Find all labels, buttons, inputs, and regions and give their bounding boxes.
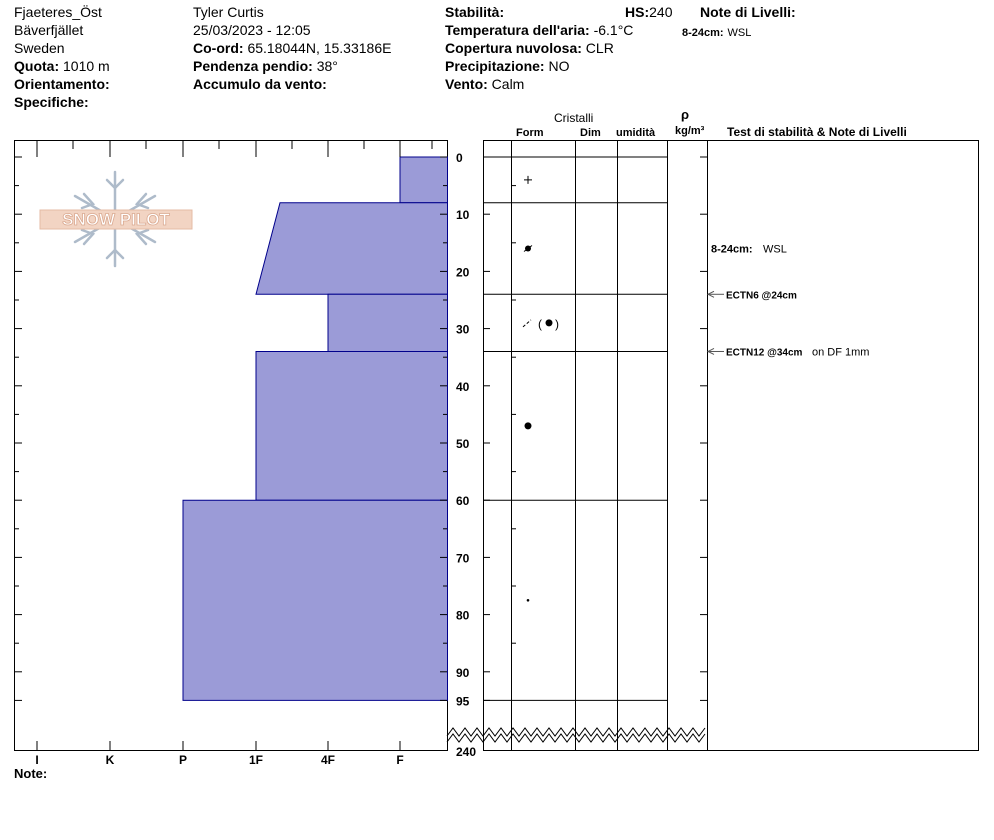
depth-tick-label-7: 70 bbox=[456, 551, 470, 566]
hardness-tick-label-0: I bbox=[35, 753, 39, 767]
elevation-value: 1010 m bbox=[63, 58, 110, 74]
hardness-tick-label-4: 4F bbox=[320, 753, 336, 767]
depth-tick-label-6: 60 bbox=[456, 494, 470, 509]
depth-tick-label-2: 20 bbox=[456, 265, 470, 280]
depth-tick-label-8: 80 bbox=[456, 608, 470, 623]
layer-note-range-label: 8-24cm: bbox=[711, 243, 753, 256]
hardness-tick-label-1: K bbox=[105, 753, 115, 767]
tests-header: Test di stabilità & Note di Livelli bbox=[727, 125, 907, 139]
elevation-label: Quota: bbox=[14, 58, 60, 74]
air-temp-label: Temperatura dell'aria: bbox=[445, 22, 590, 38]
coords-label: Co-ord: bbox=[193, 40, 244, 56]
slope-value: 38° bbox=[316, 58, 338, 74]
hardness-tick-label-3: 1F bbox=[248, 753, 264, 767]
layer-note-range: 8-24cm: bbox=[682, 27, 724, 39]
precip-value: NO bbox=[548, 58, 570, 74]
depth-tick-label-0: 0 bbox=[456, 151, 463, 165]
crystals-header: Cristalli bbox=[554, 111, 594, 125]
crystals-table bbox=[484, 140, 979, 751]
location-name: Fjaeteres_Öst bbox=[14, 4, 102, 20]
observer-name: Tyler Curtis bbox=[193, 4, 264, 20]
hardness-layer-3 bbox=[256, 351, 448, 500]
humidity-header: umidità bbox=[616, 127, 656, 139]
wind-loading-label: Accumulo da vento: bbox=[193, 76, 327, 92]
snowpilot-logo bbox=[40, 172, 192, 266]
rho-header: ρ bbox=[681, 107, 690, 122]
coords-value: 65.18044N, 15.33186E bbox=[247, 40, 392, 56]
layer-notes-label: Note di Livelli: bbox=[700, 4, 796, 20]
wind-value: Calm bbox=[491, 76, 525, 92]
grain-symbol-3 bbox=[525, 422, 532, 429]
hs-value: 240 bbox=[649, 4, 673, 20]
area-name: Bäverfjället bbox=[14, 22, 84, 38]
depth-tick-label-5: 50 bbox=[456, 437, 470, 451]
depth-tick-label-3: 30 bbox=[456, 322, 470, 337]
grain-dot bbox=[525, 422, 532, 429]
grain-paren-close: ) bbox=[555, 316, 559, 331]
right-panel-frame bbox=[484, 141, 979, 751]
grain-symbol-0 bbox=[524, 176, 532, 184]
hardness-tick-label-2: P bbox=[178, 753, 188, 767]
cloud-value: CLR bbox=[585, 40, 614, 56]
depth-tick-label-4: 40 bbox=[456, 379, 470, 394]
test-label-0: ECTN6 @24cm bbox=[726, 290, 797, 302]
hardness-tick-label-5: F bbox=[396, 753, 404, 767]
test-extra-1: on DF 1mm bbox=[812, 346, 870, 359]
dim-header: Dim bbox=[580, 127, 601, 139]
depth-tick-label-1: 10 bbox=[456, 208, 470, 223]
cloud-label: Copertura nuvolosa: bbox=[445, 40, 582, 56]
depth-tick-label-9: 90 bbox=[456, 665, 470, 680]
grain-symbol-4 bbox=[527, 599, 530, 602]
grain-dashed bbox=[523, 320, 531, 327]
hs-label: HS: bbox=[625, 4, 650, 20]
grain-paren-open: ( bbox=[538, 316, 542, 331]
grain-dot bbox=[546, 319, 553, 326]
air-temp-value: -6.1°C bbox=[593, 22, 634, 38]
hardness-layer-1 bbox=[256, 203, 448, 295]
hardness-layer-4 bbox=[183, 500, 448, 700]
country-name: Sweden bbox=[14, 40, 65, 56]
form-header: Form bbox=[516, 127, 544, 139]
layer-note-text: WSL bbox=[727, 27, 752, 39]
notes-label: Note: bbox=[14, 766, 48, 781]
density-unit-header: kg/m³ bbox=[675, 125, 705, 137]
test-label-1: ECTN12 @34cm bbox=[726, 347, 803, 359]
logo-text: SNOW PILOT bbox=[62, 210, 170, 229]
grain-symbol-1 bbox=[524, 246, 532, 252]
specifics-label: Specifiche: bbox=[14, 94, 89, 110]
observation-datetime: 25/03/2023 - 12:05 bbox=[193, 22, 311, 38]
depth-tick-label-10: 95 bbox=[456, 694, 470, 709]
wind-label: Vento: bbox=[445, 76, 488, 92]
hardness-layer-0 bbox=[400, 157, 448, 203]
hardness-layer-2 bbox=[328, 294, 448, 351]
slope-label: Pendenza pendio: bbox=[193, 58, 313, 74]
stability-label: Stabilità: bbox=[445, 4, 505, 20]
depth-tick-label-11: 240 bbox=[456, 745, 477, 759]
grain-small-dot bbox=[527, 599, 530, 602]
grain-symbol-2 bbox=[523, 317, 559, 331]
precip-label: Precipitazione: bbox=[445, 58, 545, 74]
layer-note-text-label: WSL bbox=[763, 243, 787, 256]
aspect-label: Orientamento: bbox=[14, 76, 110, 92]
